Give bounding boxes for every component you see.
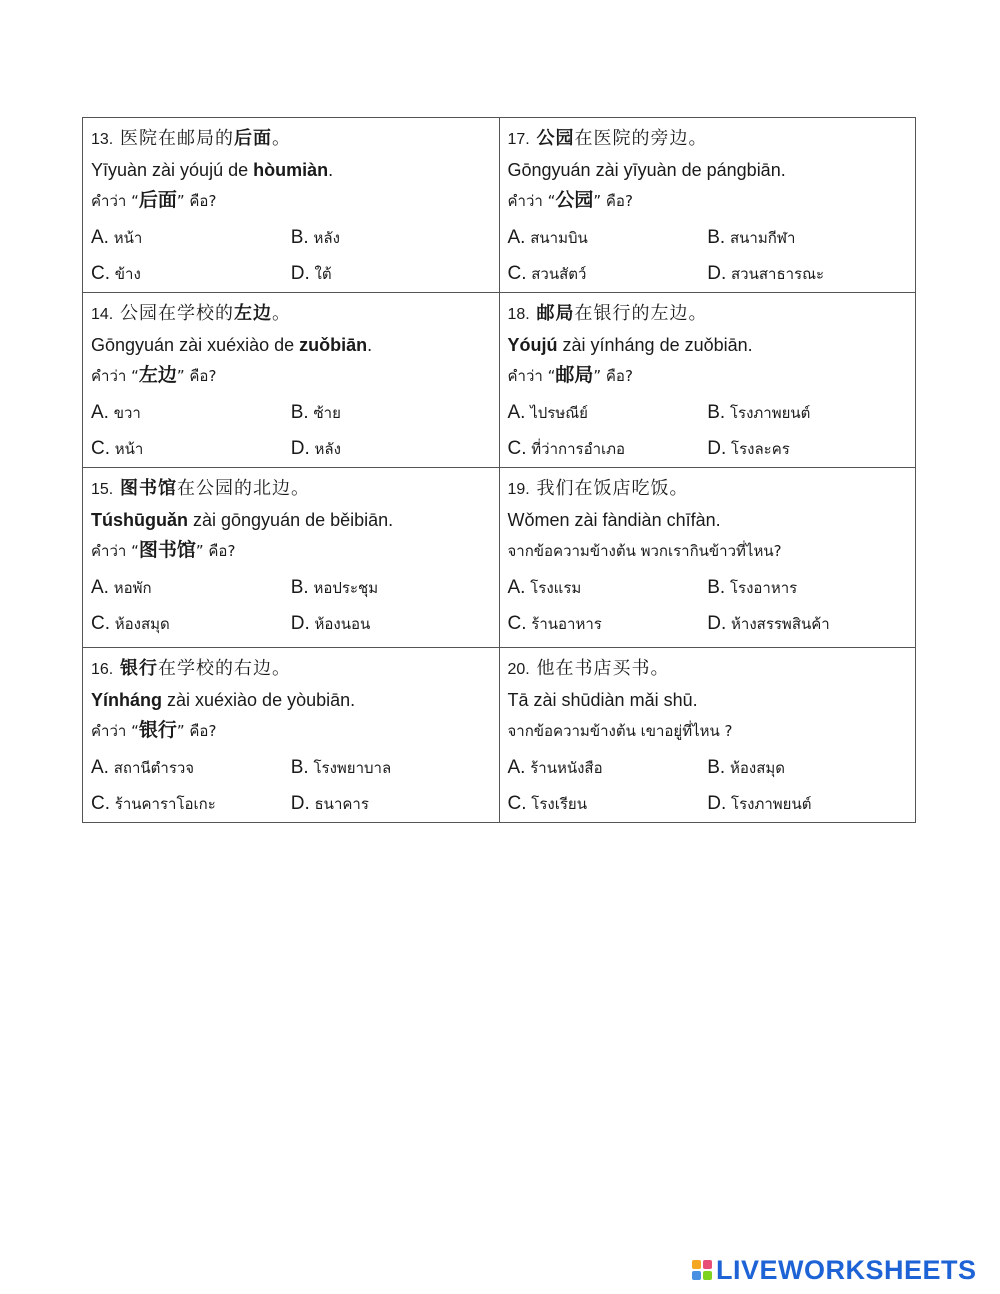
answer-option[interactable] xyxy=(707,220,907,256)
pinyin-text: . xyxy=(367,335,373,355)
hanzi-text: 在医院的旁边。 xyxy=(574,128,708,149)
liveworksheets-logo-icon xyxy=(692,1260,712,1280)
answer-options xyxy=(508,750,908,822)
option-text: โรงภาพยนต์ xyxy=(731,795,812,813)
answer-options xyxy=(91,570,491,642)
option-text: สนามกีฬา xyxy=(729,229,796,247)
question-hanzi xyxy=(91,124,491,155)
pinyin-text: . xyxy=(328,160,334,180)
option-letter: D. xyxy=(290,793,310,814)
prompt-text: คำว่า “ xyxy=(91,367,139,385)
answer-option[interactable] xyxy=(91,786,291,822)
logo-tile xyxy=(703,1260,712,1269)
question-prompt xyxy=(508,185,908,216)
question-number: 14. xyxy=(91,306,114,323)
prompt-text: คำว่า “ xyxy=(91,722,139,740)
hanzi-text: 公园在学校的 xyxy=(119,303,234,324)
hanzi-keyword: 左边 xyxy=(233,303,272,324)
prompt-text: คำว่า “ xyxy=(91,192,139,210)
hanzi-keyword: 后面 xyxy=(233,128,272,149)
answer-options xyxy=(508,570,908,642)
answer-option[interactable] xyxy=(291,220,491,256)
brand-name: LIVEWORKSHEETS xyxy=(716,1254,977,1285)
pinyin-text: zài yínháng de zuǒbiān. xyxy=(557,335,753,355)
option-text: หอพัก xyxy=(113,579,152,597)
question-prompt xyxy=(91,185,491,216)
question-number: 17. xyxy=(507,131,530,148)
option-letter: A. xyxy=(507,757,526,778)
question-prompt xyxy=(508,360,908,391)
option-letter: D. xyxy=(707,438,727,459)
option-letter: D. xyxy=(290,263,310,284)
hanzi-text: 在公园的北边。 xyxy=(176,478,310,499)
pinyin-text: Tā zài shūdiàn mǎi shū. xyxy=(507,690,698,710)
answer-option[interactable] xyxy=(91,220,291,256)
option-letter: B. xyxy=(290,577,309,598)
option-text: หน้า xyxy=(113,229,143,247)
question-number: 20. xyxy=(507,661,530,678)
question-card xyxy=(83,118,500,293)
question-pinyin xyxy=(508,155,908,185)
question-number: 15. xyxy=(91,481,114,498)
answer-option[interactable] xyxy=(291,606,491,642)
answer-option[interactable] xyxy=(707,395,907,431)
prompt-keyword: 后面 xyxy=(138,189,177,211)
hanzi-text: 他在书店买书。 xyxy=(536,658,670,679)
answer-option[interactable] xyxy=(508,431,708,467)
question-prompt xyxy=(508,715,908,746)
question-number: 16. xyxy=(91,661,114,678)
prompt-text: ” คือ? xyxy=(195,542,236,560)
option-letter: B. xyxy=(707,757,726,778)
prompt-keyword: 邮局 xyxy=(555,364,594,386)
option-text: ซ้าย xyxy=(313,404,341,422)
option-text: ห้างสรรพสินค้า xyxy=(731,615,830,633)
option-text: ห้องสมุด xyxy=(114,615,170,633)
option-letter: C. xyxy=(507,613,527,634)
prompt-keyword: 银行 xyxy=(138,719,177,741)
question-card xyxy=(499,468,916,648)
hanzi-keyword: 公园 xyxy=(536,128,575,149)
question-hanzi xyxy=(91,299,491,330)
option-text: ธนาคาร xyxy=(314,795,369,813)
answer-option[interactable] xyxy=(508,395,708,431)
question-card xyxy=(83,648,500,823)
pinyin-text: zài xuéxiào de yòubiān. xyxy=(162,690,356,710)
option-letter: A. xyxy=(91,227,109,248)
answer-option[interactable] xyxy=(91,256,291,292)
question-pinyin xyxy=(91,505,491,535)
option-text: ร้านคาราโอเกะ xyxy=(114,795,216,813)
answer-option[interactable] xyxy=(91,606,291,642)
answer-option[interactable] xyxy=(508,606,708,642)
pinyin-text: Wǒmen zài fàndiàn chīfàn. xyxy=(507,510,721,530)
option-letter: A. xyxy=(507,577,526,598)
option-letter: B. xyxy=(290,227,309,248)
option-text: โรงละคร xyxy=(731,440,790,458)
question-pinyin xyxy=(91,155,491,185)
answer-options xyxy=(91,750,491,822)
pinyin-text: Yīyuàn zài yóujú de xyxy=(91,160,254,180)
option-text: ร้านหนังสือ xyxy=(530,759,603,777)
answer-option[interactable] xyxy=(91,750,291,786)
option-text: ห้องนอน xyxy=(314,615,371,633)
answer-option[interactable] xyxy=(291,256,491,292)
option-letter: A. xyxy=(91,577,109,598)
answer-options xyxy=(508,220,908,292)
prompt-text: ” คือ? xyxy=(593,192,633,210)
answer-option[interactable] xyxy=(508,786,708,822)
hanzi-keyword: 图书馆 xyxy=(119,478,177,499)
answer-option[interactable] xyxy=(291,786,491,822)
prompt-text: คำว่า “ xyxy=(91,542,139,560)
prompt-keyword: 图书馆 xyxy=(138,539,196,561)
option-text: หลัง xyxy=(314,440,341,458)
question-hanzi xyxy=(508,654,908,685)
pinyin-keyword: Túshūguǎn xyxy=(91,510,188,530)
logo-tile xyxy=(703,1271,712,1280)
option-letter: D. xyxy=(707,613,727,634)
question-card xyxy=(83,293,500,468)
answer-option[interactable] xyxy=(707,570,907,606)
option-text: ข้าง xyxy=(114,265,141,283)
hanzi-keyword: 邮局 xyxy=(536,303,575,324)
prompt-text: ” คือ? xyxy=(176,722,217,740)
answer-option[interactable] xyxy=(707,750,907,786)
option-letter: C. xyxy=(507,438,527,459)
question-card xyxy=(499,293,916,468)
answer-option[interactable] xyxy=(508,750,708,786)
hanzi-text: 在银行的左边。 xyxy=(574,303,708,324)
question-card xyxy=(83,468,500,648)
option-letter: C. xyxy=(507,793,527,814)
pinyin-text: zài gōngyuán de běibiān. xyxy=(188,510,394,530)
option-letter: D. xyxy=(707,793,727,814)
option-text: ขวา xyxy=(113,404,141,422)
option-letter: C. xyxy=(91,793,110,814)
pinyin-keyword: hòumiàn xyxy=(253,160,329,180)
answer-option[interactable] xyxy=(291,570,491,606)
answer-options xyxy=(508,395,908,467)
option-letter: C. xyxy=(91,438,110,459)
option-letter: C. xyxy=(91,263,110,284)
option-text: โรงอาหาร xyxy=(729,579,798,597)
liveworksheets-branding[interactable] xyxy=(692,1255,977,1285)
option-letter: D. xyxy=(707,263,727,284)
question-hanzi xyxy=(508,299,908,330)
answer-option[interactable] xyxy=(91,570,291,606)
option-letter: A. xyxy=(91,402,109,423)
option-letter: A. xyxy=(507,402,526,423)
question-pinyin xyxy=(91,330,491,360)
logo-tile xyxy=(692,1271,701,1280)
option-letter: B. xyxy=(707,577,726,598)
option-text: หอประชุม xyxy=(313,579,379,597)
prompt-text: คำว่า “ xyxy=(507,192,556,210)
option-letter: B. xyxy=(290,402,309,423)
prompt-text: ” คือ? xyxy=(176,192,217,210)
hanzi-text: 。 xyxy=(271,303,291,324)
pinyin-keyword: Yínháng xyxy=(91,690,162,710)
option-text: โรงแรม xyxy=(530,579,582,597)
hanzi-text: 。 xyxy=(271,128,291,149)
question-hanzi xyxy=(508,474,908,505)
question-pinyin xyxy=(508,685,908,715)
question-prompt xyxy=(508,535,908,566)
answer-option[interactable] xyxy=(508,570,708,606)
option-text: โรงเรียน xyxy=(531,795,587,813)
option-letter: B. xyxy=(707,227,726,248)
answer-option[interactable] xyxy=(508,220,708,256)
question-pinyin xyxy=(508,330,908,360)
pinyin-keyword: zuǒbiān xyxy=(299,335,368,355)
option-letter: B. xyxy=(707,402,726,423)
option-text: สวนสาธารณะ xyxy=(731,265,825,283)
question-number: 13. xyxy=(91,131,114,148)
pinyin-keyword: Yóujú xyxy=(507,335,558,355)
option-text: หน้า xyxy=(114,440,144,458)
answer-option[interactable] xyxy=(508,256,708,292)
pinyin-text: Gōngyuán zài yīyuàn de pángbiān. xyxy=(507,160,786,180)
answer-option[interactable] xyxy=(291,431,491,467)
question-pinyin xyxy=(508,505,908,535)
option-text: สวนสัตว์ xyxy=(531,265,587,283)
option-letter: A. xyxy=(507,227,526,248)
option-text: โรงภาพยนต์ xyxy=(729,404,811,422)
hanzi-text: 医院在邮局的 xyxy=(119,128,234,149)
prompt-text: จากข้อความข้างต้น พวกเรากินข้าวที่ไหน? xyxy=(507,542,782,560)
option-text: สนามบิน xyxy=(530,229,588,247)
question-hanzi xyxy=(91,654,491,685)
question-pinyin xyxy=(91,685,491,715)
option-letter: C. xyxy=(507,263,527,284)
option-letter: A. xyxy=(91,757,109,778)
hanzi-text: 在学校的右边。 xyxy=(157,658,291,679)
question-number: 19. xyxy=(507,481,530,498)
question-card xyxy=(499,648,916,823)
option-text: ที่ว่าการอำเภอ xyxy=(531,440,626,458)
option-text: สถานีตำรวจ xyxy=(113,759,195,777)
prompt-text: จากข้อความข้างต้น เขาอยู่ที่ไหน ? xyxy=(507,722,733,740)
answer-option[interactable] xyxy=(291,395,491,431)
pinyin-text: Gōngyuán zài xuéxiào de xyxy=(91,335,300,355)
hanzi-keyword: 银行 xyxy=(119,658,158,679)
answer-options xyxy=(91,395,491,467)
option-text: ไปรษณีย์ xyxy=(530,404,588,422)
option-text: ร้านอาหาร xyxy=(531,615,602,633)
answer-option[interactable] xyxy=(707,256,907,292)
option-text: ใต้ xyxy=(314,265,332,283)
answer-option[interactable] xyxy=(707,606,907,642)
logo-tile xyxy=(692,1260,701,1269)
prompt-text: ” คือ? xyxy=(176,367,217,385)
option-letter: D. xyxy=(290,613,310,634)
question-prompt xyxy=(91,360,491,391)
answer-option[interactable] xyxy=(707,786,907,822)
option-text: โรงพยาบาล xyxy=(313,759,392,777)
option-text: หลัง xyxy=(313,229,340,247)
answer-option[interactable] xyxy=(91,431,291,467)
option-text: ห้องสมุด xyxy=(729,759,785,777)
option-letter: C. xyxy=(91,613,110,634)
prompt-keyword: 公园 xyxy=(555,189,594,211)
answer-option[interactable] xyxy=(707,431,907,467)
question-hanzi xyxy=(508,124,908,155)
question-hanzi xyxy=(91,474,491,505)
answer-option[interactable] xyxy=(291,750,491,786)
answer-options xyxy=(91,220,491,292)
option-letter: D. xyxy=(290,438,310,459)
question-number: 18. xyxy=(507,306,530,323)
answer-option[interactable] xyxy=(91,395,291,431)
question-card xyxy=(499,118,916,293)
prompt-text: ” คือ? xyxy=(593,367,633,385)
prompt-keyword: 左边 xyxy=(138,364,177,386)
question-prompt xyxy=(91,715,491,746)
prompt-text: คำว่า “ xyxy=(507,367,556,385)
question-table xyxy=(82,117,916,823)
question-prompt xyxy=(91,535,491,566)
option-letter: B. xyxy=(290,757,309,778)
hanzi-text: 我们在饭店吃饭。 xyxy=(536,478,689,499)
